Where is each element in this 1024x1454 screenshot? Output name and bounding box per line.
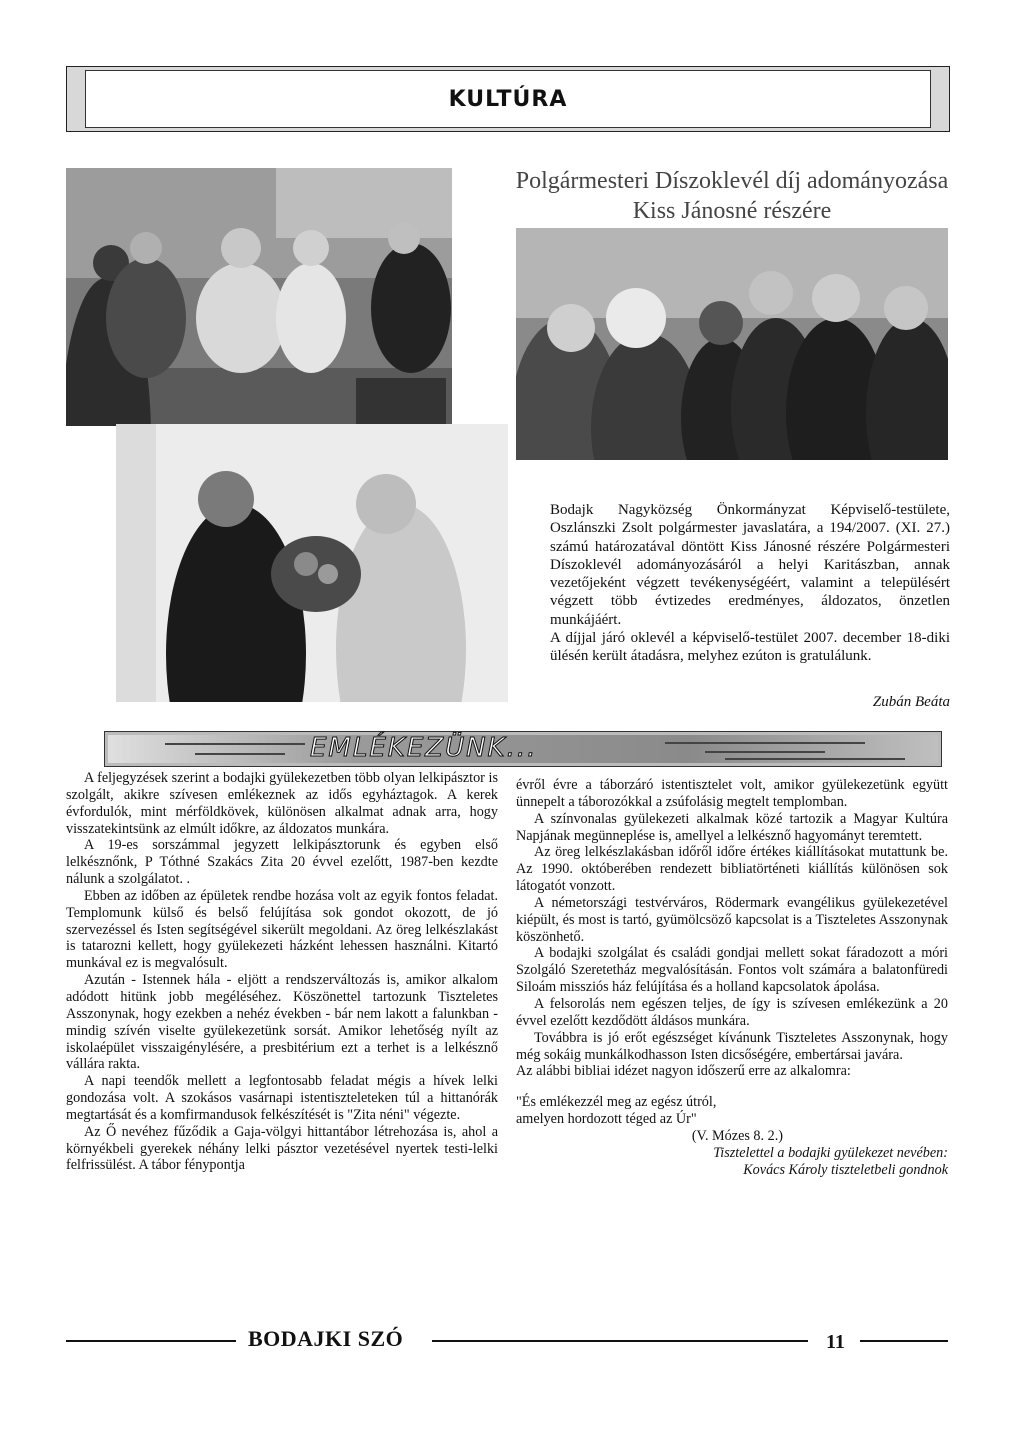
section-title: KULTÚRA (448, 86, 568, 112)
memorial-paragraph: Továbbra is jó erőt egészséget kívánunk Tiszteletes Asszonynak, hogy még sokáig munkálkodhasson Isten dicsőségére, embertársai javára. (516, 1029, 948, 1063)
women-audience-photo (516, 228, 948, 460)
publication-title: BODAJKI SZÓ (248, 1326, 404, 1351)
article-author: Zubán Beáta (872, 694, 950, 710)
memorial-paragraph: Az Ő nevéhez fűződik a Gaja-völgyi hittantábor létrehozása is, ahol a környékbeli gyerekek néhány lelki pásztor vezetésével nyertek testi-lelki felfrissülést. A tábor fénypontja (66, 1123, 498, 1174)
audience-photo (66, 168, 452, 426)
memorial-paragraph: A felsorolás nem egészen teljes, de így is szívesen emlékezünk a 20 évvel ezelőtt kezdődött áldásos munkára. (516, 995, 948, 1029)
memorial-paragraph: A bodajki szolgálat és családi gondjai mellett sokat fáradozott a móri Szolgáló Szeretetház megvalósításán. Fontos volt számára a balatonfüredi Siloám missziós ház felújítása és a holland kapcsolatok ápolása. (516, 945, 948, 996)
footer-rule (66, 1340, 236, 1342)
footer-rule (432, 1340, 808, 1342)
award-title (510, 166, 954, 226)
award-paragraph: A díjjal járó oklevél a képviselő-testület 2007. december 18-diki ülésén került átadásra, melyhez ezúton is gratulálunk. (550, 630, 950, 665)
memorial-paragraph: Ebben az időben az épületek rendbe hozása volt az egyik fontos feladat. Templomunk külső és belső felújítása sok gondot okozott, de jó szervezéssel és Isten segítségével sikerült megoldani. Az öreg lelkészlakást is tatarozni kellett, hogy gyülekezeti házként lehessen használni. Kitartó munkával ez is megvalósult. (66, 887, 498, 972)
footer-rule (860, 1340, 948, 1342)
quote-reference: (V. Mózes 8. 2.) (691, 1127, 783, 1144)
bible-quote (516, 1094, 948, 1145)
memorial-paragraph: Azután - Istennek hála - eljött a rendszerváltozás is, amikor alkalom adódott hitünk jobb megéléséhez. Köszönettel tartozunk Tiszteletes Asszonynak, hogy ezekben a nehéz években - bár nem lakott a falunkban - mindig szívén viselte gyülekezetünk sorsát. Amikor lehetőség nyílt az iskolaépület visszaigénylésére, a presbitérium ezt a terhet is a lelkésznő vállára rakta. (66, 972, 498, 1073)
memorial-paragraph: A színvonalas gyülekezeti alkalmak közé tartozik a Magyar Kultúra Napjának megünneplése is, amellyel a lelkésznő hagyományt teremtett. (516, 810, 948, 844)
memorial-title: EMLÉKEZÜNK... (310, 733, 538, 763)
memorial-paragraph: A napi teendők mellett a legfontosabb feladat mégis a hívek lelki gondozása volt. A szokásos vasárnapi istentiszteleteken túl a hittanórák megtartását és a komfirmandusok felkészítését is "Zita néni" végezte. (66, 1073, 498, 1123)
memorial-paragraph: Az öreg lelkészlakásban időről időre értékes kiállításokat mutattunk be. Az 1990. októberében rendezett bibliatörténeti kiállítás különösen sok látogatót vonzott. (516, 844, 948, 895)
award-title-line2: Kiss Jánosné részére (632, 198, 832, 224)
signature-name: Kovács Károly tiszteletbeli gondnok (743, 1161, 948, 1178)
memorial-paragraph: Az alábbi bibliai idézet nagyon időszerű erre az alkalomra: (516, 1063, 851, 1080)
memorial-paragraph: évről évre a táborzáró istentisztelet volt, amikor gyülekezetünk együtt ünnepelt a táborozókkal a zsúfolásig megtelt templomban. (516, 777, 948, 810)
signature-line: Tisztelettel a bodajki gyülekezet nevében: (713, 1144, 948, 1161)
page-number: 11 (826, 1331, 845, 1353)
quote-line: "És emlékezzél meg az egész útról, (516, 1094, 717, 1111)
memorial-paragraph: A 19-es sorszámmal jegyzett lelkipásztorunk és egyben első lelkésznőnk, P Tóthné Szakács Zita 20 évvel ezelőtt, 1987-ben kezdte nálunk a szolgálatot. . (66, 837, 498, 888)
memorial-right-column (516, 777, 948, 1178)
memorial-left-column (66, 770, 498, 1174)
award-body (550, 501, 950, 666)
award-paragraph: Bodajk Nagyközség Önkormányzat Képviselő-testülete, Oszlánszki Zsolt polgármester javaslatára, a 194/2007. (XI. 27.) számú határozatával döntött Kiss Jánosné részére Polgármesteri Díszoklevél adományozásáról a helyi Karitászban, annak vezetőjeként végzett tevékenységéért, valamint a településért végzett több évtizedes eredményes, áldozatos, önzetlen munkájáért. (550, 502, 950, 628)
memorial-paragraph: A németországi testvérváros, Rödermark evangélikus gyülekezetével kiépült, és most is tartó, gyümölcsöző kapcsolat is a Tiszteletes Asszonynak köszönhető. (516, 894, 948, 945)
flower-presentation-photo (116, 424, 508, 702)
memorial-paragraph: A feljegyzések szerint a bodajki gyülekezetben több olyan lelkipásztor is szolgált, akikre szívesen emlékeznek az idős egyháztagok. A kerek évfordulók, mint mérföldkövek, különösen alkalmat adnak arra, hogy visszatekintsünk az elmúlt időkre, az áldozatos munkára. (66, 770, 498, 837)
award-title-line1: Polgármesteri Díszoklevél díj adományozása (515, 168, 949, 194)
quote-line: amelyen hordozott téged az Úr" (516, 1111, 697, 1128)
section-header (85, 70, 931, 128)
